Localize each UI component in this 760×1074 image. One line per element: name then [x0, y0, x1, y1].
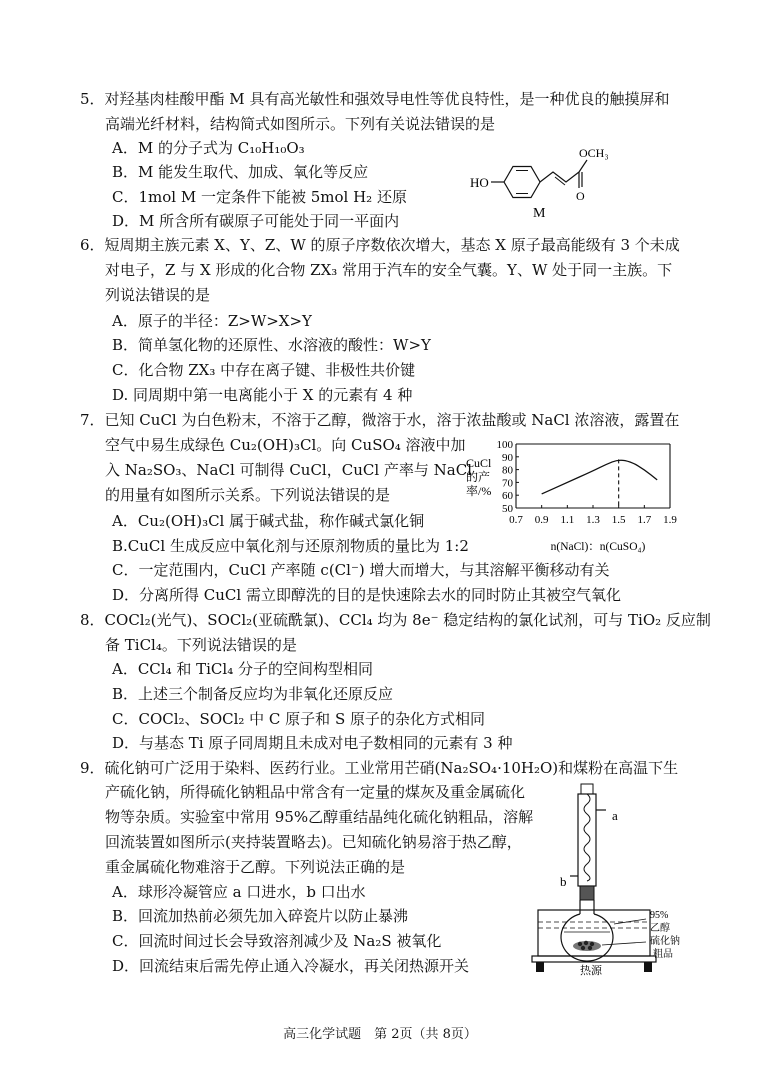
x-tick-label: 0.9: [534, 514, 549, 526]
x-tick-label: 1.9: [663, 514, 677, 526]
x-tick-label: 1.1: [560, 514, 575, 526]
q6-option-d: D. 同周期中第一电离能小于 X 的元素有 4 种: [112, 386, 413, 404]
benzene-ring: [504, 167, 540, 198]
port-a-label: a: [612, 808, 618, 823]
structure-m-label: M: [533, 206, 546, 221]
q7-stem-1: 7．已知 CuCl 为白色粉末，不溶于乙醇，微溶于水，溶于浓盐酸或 NaCl 浓溶液，露置在: [80, 411, 680, 429]
structure-ho-label: HO: [470, 175, 489, 190]
q6-stem-1: 6．短周期主族元素 X、Y、Z、W 的原子序数依次增大，基态 X 原子最高能级有 3 个未成: [80, 236, 680, 254]
x-tick-label: 1.5: [611, 514, 626, 526]
q5-stem-2: 高端光纤材料，结构简式如图所示。下列有关说法错误的是: [105, 115, 496, 133]
q7-option-d: D．分离所得 CuCl 需立即醇洗的目的是快速除去水的同时防止其被空气氧化: [112, 586, 621, 604]
q7-stem-2: 空气中易生成绿色 Cu₂(OH)₃Cl。向 CuSO₄ 溶液中加: [105, 436, 466, 454]
reflux-condenser: [570, 784, 606, 900]
structure-och3-label: OCH₃: [579, 146, 609, 160]
ethanol-label-1: 95%: [650, 910, 669, 921]
round-bottom-flask: [561, 900, 613, 961]
x-tick-label: 0.7: [509, 514, 523, 526]
q7-stem-3: 入 Na₂SO₃、NaCl 可制得 CuCl，CuCl 产率与 NaCl: [105, 461, 473, 479]
yield-curve-series: [542, 460, 658, 494]
q7-stem-4: 的用量有如图所示关系。下列说法错误的是: [105, 486, 391, 504]
q7-option-a: A．Cu₂(OH)₃Cl 属于碱式盐，称作碱式氯化铜: [112, 512, 425, 530]
y-tick-label: 70: [502, 477, 513, 490]
heat-source-label: 热源: [580, 965, 602, 977]
q9-stem-1: 9．硫化钠可广泛用于染料、医药行业。工业常用芒硝(Na₂SO₄·10H₂O)和煤粉在高温下生: [80, 759, 679, 777]
y-tick-label: 90: [502, 451, 513, 464]
ethanol-label-2: 乙醇: [650, 923, 670, 934]
q9-stem-2: 产硫化钠，所得硫化钠粗品中常含有一定量的煤灰及重金属硫化: [105, 783, 526, 801]
y-tick-label: 80: [502, 464, 513, 477]
crude-label-1: 硫化钠: [650, 936, 680, 947]
chart-x-label: n(NaCl)：n(CuSO₄): [550, 541, 646, 553]
x-tick-label: 1.3: [586, 514, 600, 526]
q6-option-b: B．简单氢化物的还原性、水溶液的酸性：W>Y: [112, 336, 431, 354]
structure-o-label: O: [576, 189, 585, 203]
q9-stem-4: 回流装置如图所示(夹持装置略去)。已知硫化钠易溶于热乙醇，: [105, 833, 522, 851]
q8-option-c: C．COCl₂、SOCl₂ 中 C 原子和 S 原子的杂化方式相同: [112, 710, 485, 728]
reflux-apparatus-diagram: [530, 782, 700, 982]
x-tick-label: 1.7: [637, 514, 652, 526]
q9-stem-5: 重金属硫化物难溶于乙醇。下列说法正确的是: [105, 858, 406, 876]
q8-option-b: B．上述三个制备反应均为非氧化还原反应: [112, 685, 394, 703]
q6-stem-3: 列说法错误的是: [105, 286, 211, 304]
q8-stem-2: 备 TiCl₄。下列说法错误的是: [105, 636, 297, 654]
q8-option-a: A．CCl₄ 和 TiCl₄ 分子的空间构型相同: [112, 660, 373, 678]
cucl-yield-chart: [462, 436, 688, 556]
q9-option-d: D．回流结束后需先停止通入冷凝水，再关闭热源开关: [112, 957, 470, 975]
molecule-m-structure: [465, 140, 635, 225]
y-label-line-2: 的产: [466, 470, 491, 484]
q6-option-c: C．化合物 ZX₃ 中存在离子键、非极性共价键: [112, 361, 416, 379]
q7-option-b: B.CuCl 生成反应中氧化剂与还原剂物质的量比为 1:2: [112, 537, 469, 555]
q8-option-d: D．与基态 Ti 原子同周期且未成对电子数相同的元素有 3 种: [112, 734, 513, 752]
q7-option-c: C．一定范围内，CuCl 产率随 c(Cl⁻) 增大而增大，与其溶解平衡移动有关: [112, 561, 610, 579]
q9-option-c: C．回流时间过长会导致溶剂减少及 Na₂S 被氧化: [112, 932, 442, 950]
page-footer: 高三化学试题 第 2页（共 8页）: [283, 1027, 477, 1042]
q5-option-d: D．M 所含所有碳原子可能处于同一平面内: [112, 212, 400, 230]
q5-option-a: A．M 的分子式为 C₁₀H₁₀O₃: [112, 139, 305, 157]
q6-stem-2: 对电子，Z 与 X 形成的化合物 ZX₃ 常用于汽车的安全气囊。Y、W 处于同一主族。下: [105, 261, 673, 279]
y-label-line-1: CuCl: [466, 456, 492, 470]
q9-stem-3: 物等杂质。实验室中常用 95%乙醇重结晶纯化硫化钠粗品，溶解: [105, 808, 534, 826]
y-tick-label: 60: [502, 490, 513, 503]
crude-label-2: 粗品: [653, 949, 673, 960]
port-b-label: b: [560, 874, 567, 889]
q5-option-c: C．1mol M 一定条件下能被 5mol H₂ 还原: [112, 188, 407, 206]
y-tick-label: 50: [502, 503, 513, 515]
chart-y-label: [466, 456, 492, 498]
q5-stem-1: 5．对羟基肉桂酸甲酯 M 具有高光敏性和强效导电性等优良特性，是一种优良的触摸屏和: [80, 90, 670, 108]
y-tick-label: 100: [496, 439, 513, 451]
q8-stem-1: 8．COCl₂(光气)、SOCl₂(亚硫酰氯)、CCl₄ 均为 8e⁻ 稳定结构的氯化试剂，可与 TiO₂ 反应制: [80, 611, 711, 629]
y-label-line-3: 率/%: [466, 484, 492, 498]
q5-option-b: B．M 能发生取代、加成、氧化等反应: [112, 163, 369, 181]
q9-option-a: A．球形冷凝管应 a 口进水，b 口出水: [112, 883, 366, 901]
q6-option-a: A．原子的半径：Z>W>X>Y: [112, 312, 312, 330]
q9-option-b: B．回流加热前必须先加入碎瓷片以防止暴沸: [112, 907, 409, 925]
